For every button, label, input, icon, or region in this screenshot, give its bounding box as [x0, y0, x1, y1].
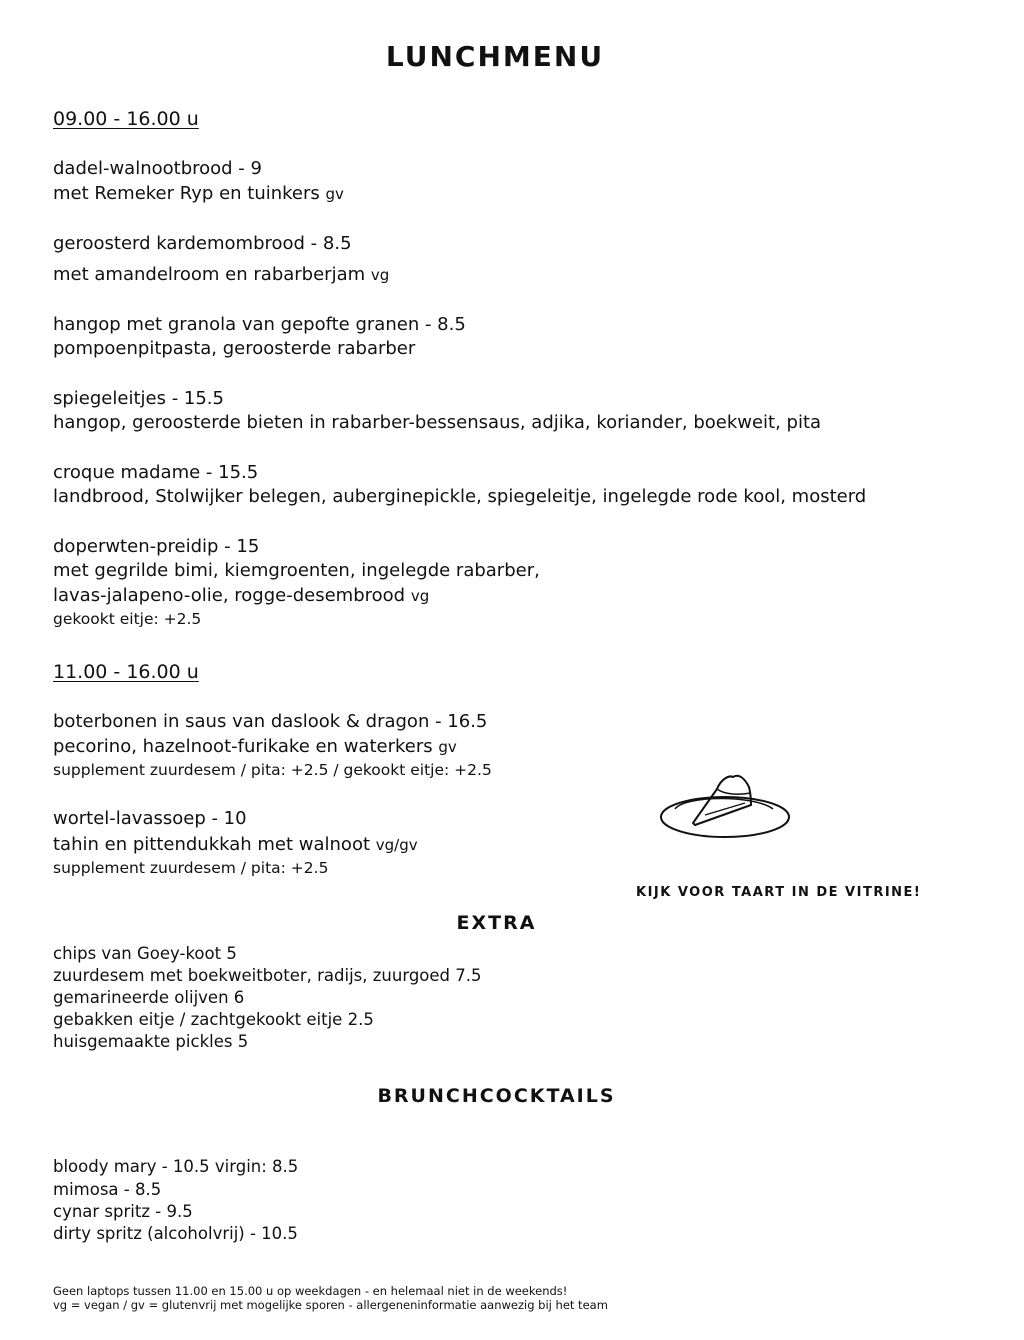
menu-item-name: doperwten-preidip - 15 — [53, 536, 260, 557]
cake-slice-icon — [655, 765, 795, 845]
diet-tag: vg — [410, 587, 430, 605]
menu-item-desc: met Remeker Ryp en tuinkers gv — [53, 183, 344, 204]
cocktail-item: cynar spritz - 9.5 — [53, 1202, 193, 1221]
menu-item-desc: tahin en pittendukkah met walnoot vg/gv — [53, 834, 418, 855]
cake-note: KIJK VOOR TAART IN DE VITRINE! — [636, 885, 922, 900]
footer-note: Geen laptops tussen 11.00 en 15.00 u op weekdagen - en helemaal niet in de weekends! — [53, 1284, 568, 1298]
cocktail-item: mimosa - 8.5 — [53, 1180, 162, 1199]
menu-item-desc: landbrood, Stolwijker belegen, auberginepickle, spiegeleitje, ingelegde rode kool, mosterd — [53, 486, 867, 507]
diet-tag: gv — [325, 185, 344, 203]
menu-item-name: croque madame - 15.5 — [53, 462, 259, 483]
extra-item: zuurdesem met boekweitboter, radijs, zuurgoed 7.5 — [53, 966, 482, 985]
cocktails-title: BRUNCHCOCKTAILS — [377, 1085, 616, 1107]
section-time-morning: 09.00 - 16.00 u — [53, 108, 199, 130]
page-title: LUNCHMENU — [385, 40, 605, 73]
diet-tag: vg/gv — [375, 836, 418, 854]
diet-tag: gv — [438, 738, 457, 756]
extra-item: huisgemaakte pickles 5 — [53, 1032, 249, 1051]
section-time-lunch: 11.00 - 16.00 u — [53, 661, 199, 683]
cocktail-item: dirty spritz (alcoholvrij) - 10.5 — [53, 1224, 298, 1243]
menu-item-note: gekookt eitje: +2.5 — [53, 610, 202, 628]
extra-item: gebakken eitje / zachtgekookt eitje 2.5 — [53, 1010, 374, 1029]
extra-title: EXTRA — [456, 912, 537, 934]
menu-item-note: supplement zuurdesem / pita: +2.5 / gekookt eitje: +2.5 — [53, 761, 492, 779]
menu-item-desc: met amandelroom en rabarberjam vg — [53, 264, 390, 285]
menu-item-desc: hangop, geroosterde bieten in rabarber-bessensaus, adjika, koriander, boekweit, pita — [53, 412, 822, 433]
menu-item-name: hangop met granola van gepofte granen - 8.5 — [53, 314, 466, 335]
extra-item: chips van Goey-koot 5 — [53, 944, 237, 963]
diet-tag: vg — [370, 266, 390, 284]
menu-item-desc: met gegrilde bimi, kiemgroenten, ingelegde rabarber, — [53, 560, 540, 581]
menu-item-desc: pecorino, hazelnoot-furikake en waterkers gv — [53, 736, 457, 757]
menu-item-name: boterbonen in saus van daslook & dragon - 16.5 — [53, 711, 488, 732]
menu-item-note: supplement zuurdesem / pita: +2.5 — [53, 859, 329, 877]
menu-item-name: geroosterd kardemombrood - 8.5 — [53, 233, 352, 254]
menu-item-name: spiegeleitjes - 15.5 — [53, 388, 224, 409]
menu-item-desc: pompoenpitpasta, geroosterde rabarber — [53, 338, 416, 359]
footer-legend: vg = vegan / gv = glutenvrij met mogelijke sporen - allergeneninformatie aanwezig bij het team — [53, 1298, 608, 1312]
extra-item: gemarineerde olijven 6 — [53, 988, 245, 1007]
menu-item-name: dadel-walnootbrood - 9 — [53, 158, 262, 179]
menu-item-desc-2: lavas-jalapeno-olie, rogge-desembrood vg — [53, 585, 430, 606]
cocktail-item: bloody mary - 10.5 virgin: 8.5 — [53, 1157, 299, 1176]
menu-item-name: wortel-lavassoep - 10 — [53, 808, 247, 829]
